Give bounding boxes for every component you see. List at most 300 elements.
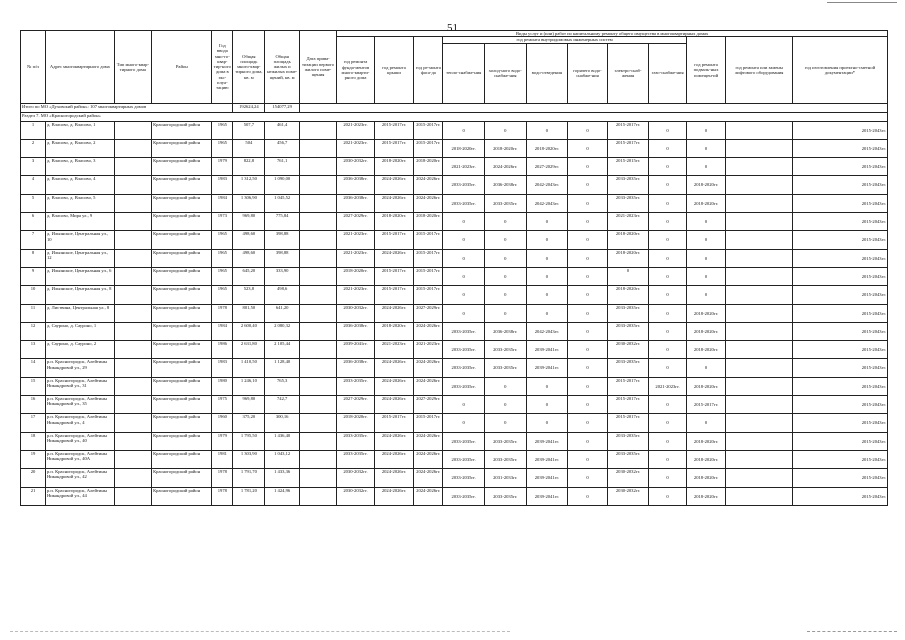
- row-number-cell: 2: [21, 139, 46, 157]
- table-row: [21, 322, 888, 340]
- gas-year-cell: 0: [649, 469, 686, 487]
- table-row: [21, 396, 888, 414]
- summary-empty: [299, 103, 887, 112]
- col-sewer: водо-отведения: [526, 43, 568, 103]
- roof-year-cell: 2015-2017гг.: [374, 286, 414, 304]
- living-area-cell: 1 090,00: [265, 176, 299, 194]
- heat-year-cell: 0: [443, 121, 485, 139]
- elevator-year-cell: [726, 121, 793, 139]
- col-cold-water: холод-ного водо-снабже-ния: [484, 43, 526, 103]
- basement-year-cell: 2015-2017гг.: [686, 396, 726, 414]
- row-number-cell: 21: [21, 487, 46, 505]
- district-cell: Красногородский район: [152, 231, 212, 249]
- col-works-group: Виды услуг и (или) работ по капитальному ремонту общего имущества в многоквартирных домах: [337, 31, 888, 37]
- foundation-year-cell: 2027-2029гг.: [337, 213, 374, 231]
- address-cell: р.п. Красногородск, Алейтины Никандровой ул., 42: [45, 469, 114, 487]
- hot-water-year-cell: 0: [568, 396, 608, 414]
- gas-year-cell: 0: [649, 121, 686, 139]
- roof-year-cell: 2015-2017гг.: [374, 414, 414, 432]
- table-row: [21, 341, 888, 359]
- district-cell: Красногородский район: [152, 304, 212, 322]
- design-docs-year-cell: 2015-2043гг.: [792, 377, 887, 395]
- sewer-year-cell: 2039-2041гг.: [526, 432, 568, 450]
- roof-year-cell: 2015-2017гг.: [374, 231, 414, 249]
- table-row: [21, 231, 888, 249]
- hot-water-year-cell: 0: [568, 377, 608, 395]
- hot-water-year-cell: 0: [568, 450, 608, 468]
- roof-year-cell: 2024-2026гг.: [374, 450, 414, 468]
- basement-year-cell: 0: [686, 121, 726, 139]
- cold-water-year-cell: 2033-2035гг.: [484, 487, 526, 505]
- roof-year-cell: 2015-2017гг.: [374, 267, 414, 285]
- table-row: [21, 487, 888, 505]
- foundation-year-cell: 2021-2023гг.: [337, 121, 374, 139]
- privatization-date-cell: [299, 359, 336, 377]
- house-type-cell: [114, 158, 151, 176]
- row-number-cell: 15: [21, 377, 46, 395]
- address-cell: д. Ильинское, Центральная ул., 8: [45, 286, 114, 304]
- table-row: [21, 249, 888, 267]
- elevator-year-cell: [726, 231, 793, 249]
- total-area-cell: 375,20: [233, 414, 265, 432]
- summary-living-area: 154077,29: [265, 103, 299, 112]
- electric-year-cell: 2015-2017гг.: [607, 139, 649, 157]
- sewer-year-cell: 0: [526, 304, 568, 322]
- electric-year-cell: 2015-2017гг.: [607, 377, 649, 395]
- cold-water-year-cell: 0: [484, 377, 526, 395]
- hot-water-year-cell: 0: [568, 231, 608, 249]
- elevator-year-cell: [726, 322, 793, 340]
- heat-year-cell: 2033-2035гг.: [443, 487, 485, 505]
- facade-year-cell: 2024-2026гг.: [414, 322, 443, 340]
- roof-year-cell: 2024-2026гг.: [374, 194, 414, 212]
- privatization-date-cell: [299, 432, 336, 450]
- living-area-cell: 1 045,52: [265, 194, 299, 212]
- basement-year-cell: 2018-2020гг.: [686, 469, 726, 487]
- district-cell: Красногородский район: [152, 286, 212, 304]
- year-cell: 1980: [212, 377, 233, 395]
- year-cell: 1984: [212, 322, 233, 340]
- house-type-cell: [114, 139, 151, 157]
- year-cell: 1978: [212, 304, 233, 322]
- hot-water-year-cell: 0: [568, 194, 608, 212]
- cold-water-year-cell: 0: [484, 231, 526, 249]
- basement-year-cell: 0: [686, 213, 726, 231]
- facade-year-cell: 2024-2026гг.: [414, 469, 443, 487]
- hot-water-year-cell: 0: [568, 469, 608, 487]
- col-district: Район: [152, 31, 212, 104]
- year-cell: 1965: [212, 121, 233, 139]
- house-type-cell: [114, 304, 151, 322]
- facade-year-cell: 2018-2020гг.: [414, 158, 443, 176]
- sewer-year-cell: 0: [526, 249, 568, 267]
- year-cell: 1960: [212, 414, 233, 432]
- electric-year-cell: 2018-2020гг.: [607, 231, 649, 249]
- privatization-date-cell: [299, 139, 336, 157]
- heat-year-cell: 0: [443, 396, 485, 414]
- house-type-cell: [114, 396, 151, 414]
- year-cell: 1979: [212, 158, 233, 176]
- sewer-year-cell: 2039-2041гг.: [526, 469, 568, 487]
- col-facade: год ре-монта фаса-да: [414, 37, 443, 103]
- col-total-area: Общая площадь много-квар-тирного дома, кв. м: [233, 31, 265, 104]
- electric-year-cell: 2030-2032гг.: [607, 469, 649, 487]
- electric-year-cell: 2015-2017гг.: [607, 396, 649, 414]
- roof-year-cell: 2024-2026гг.: [374, 304, 414, 322]
- year-cell: 1973: [212, 213, 233, 231]
- roof-year-cell: 2024-2026гг.: [374, 396, 414, 414]
- privatization-date-cell: [299, 304, 336, 322]
- table-row: [21, 304, 888, 322]
- row-number-cell: 13: [21, 341, 46, 359]
- district-cell: Красногородский район: [152, 176, 212, 194]
- house-type-cell: [114, 231, 151, 249]
- hot-water-year-cell: 0: [568, 176, 608, 194]
- house-type-cell: [114, 432, 151, 450]
- elevator-year-cell: [726, 377, 793, 395]
- gas-year-cell: 0: [649, 414, 686, 432]
- gas-year-cell: 0: [649, 249, 686, 267]
- cold-water-year-cell: 2036-2038гг.: [484, 322, 526, 340]
- elevator-year-cell: [726, 158, 793, 176]
- table-row: [21, 450, 888, 468]
- section-row: [21, 112, 888, 121]
- foundation-year-cell: 2021-2023гг.: [337, 139, 374, 157]
- total-area-cell: 1 410,50: [233, 359, 265, 377]
- privatization-date-cell: [299, 322, 336, 340]
- elevator-year-cell: [726, 469, 793, 487]
- heat-year-cell: 0: [443, 249, 485, 267]
- row-number-cell: 6: [21, 213, 46, 231]
- electric-year-cell: 2018-2020гг.: [607, 249, 649, 267]
- heat-year-cell: 0: [443, 213, 485, 231]
- house-type-cell: [114, 341, 151, 359]
- hot-water-year-cell: 0: [568, 341, 608, 359]
- address-cell: д. Власово, д. Власово, 1: [45, 121, 114, 139]
- living-area-cell: 742,7: [265, 396, 299, 414]
- house-type-cell: [114, 267, 151, 285]
- heat-year-cell: 2018-2020гг.: [443, 139, 485, 157]
- elevator-year-cell: [726, 432, 793, 450]
- privatization-date-cell: [299, 121, 336, 139]
- foundation-year-cell: 2030-2032гг.: [337, 304, 374, 322]
- roof-year-cell: 2018-2020гг.: [374, 322, 414, 340]
- basement-year-cell: 0: [686, 286, 726, 304]
- design-docs-year-cell: 2015-2043гг.: [792, 249, 887, 267]
- roof-year-cell: 2021-2023гг.: [374, 341, 414, 359]
- address-cell: д. Власово, Мира ул., 9: [45, 213, 114, 231]
- gas-year-cell: 0: [649, 396, 686, 414]
- hot-water-year-cell: 0: [568, 322, 608, 340]
- col-privatization-date: Дата прива-тизации первого жилого поме-щения: [299, 31, 336, 104]
- living-area-cell: 461,4: [265, 121, 299, 139]
- basement-year-cell: 2018-2020гг.: [686, 194, 726, 212]
- living-area-cell: 1 424,96: [265, 487, 299, 505]
- cold-water-year-cell: 0: [484, 213, 526, 231]
- row-number-cell: 20: [21, 469, 46, 487]
- elevator-year-cell: [726, 450, 793, 468]
- summary-label: Итого по МО «Духовский район»: 107 многоквартирных домов: [21, 103, 233, 112]
- cold-water-year-cell: 2033-2035гг.: [484, 194, 526, 212]
- table-row: [21, 469, 888, 487]
- total-area-cell: 969,80: [233, 213, 265, 231]
- gas-year-cell: 0: [649, 213, 686, 231]
- roof-year-cell: 2024-2026гг.: [374, 359, 414, 377]
- district-cell: Красногородский район: [152, 139, 212, 157]
- address-cell: д. Власово, д. Власово, 4: [45, 176, 114, 194]
- heat-year-cell: 0: [443, 304, 485, 322]
- house-type-cell: [114, 213, 151, 231]
- gas-year-cell: 0: [649, 432, 686, 450]
- privatization-date-cell: [299, 286, 336, 304]
- row-number-cell: 3: [21, 158, 46, 176]
- hot-water-year-cell: 0: [568, 286, 608, 304]
- address-cell: д. Сауроно, д. Сауроно, 2: [45, 341, 114, 359]
- cold-water-year-cell: 0: [484, 121, 526, 139]
- scan-edge-line: [827, 2, 897, 3]
- heat-year-cell: 2033-2035гг.: [443, 450, 485, 468]
- heat-year-cell: 0: [443, 267, 485, 285]
- sewer-year-cell: 0: [526, 377, 568, 395]
- foundation-year-cell: 2027-2029гг.: [337, 396, 374, 414]
- row-number-cell: 16: [21, 396, 46, 414]
- total-area-cell: 801,50: [233, 304, 265, 322]
- total-area-cell: 1 306,90: [233, 194, 265, 212]
- col-heat: тепло-снабже-ния: [443, 43, 485, 103]
- year-cell: 1981: [212, 450, 233, 468]
- roof-year-cell: 2024-2026гг.: [374, 377, 414, 395]
- cold-water-year-cell: 2018-2020гг.: [484, 139, 526, 157]
- privatization-date-cell: [299, 249, 336, 267]
- elevator-year-cell: [726, 213, 793, 231]
- electric-year-cell: 2021-2023гг.: [607, 213, 649, 231]
- privatization-date-cell: [299, 194, 336, 212]
- heat-year-cell: 2033-2035гг.: [443, 377, 485, 395]
- facade-year-cell: 2015-2017гг.: [414, 286, 443, 304]
- district-cell: Красногородский район: [152, 469, 212, 487]
- foundation-year-cell: 2033-2035гг.: [337, 450, 374, 468]
- privatization-date-cell: [299, 341, 336, 359]
- heat-year-cell: 0: [443, 286, 485, 304]
- design-docs-year-cell: 2015-2043гг.: [792, 286, 887, 304]
- roof-year-cell: 2024-2026гг.: [374, 432, 414, 450]
- gas-year-cell: 2021-2023гг.: [649, 377, 686, 395]
- col-internal-group: год ремонта внутридомовых инженерных систем: [443, 37, 686, 43]
- total-area-cell: 504: [233, 139, 265, 157]
- cold-water-year-cell: 0: [484, 249, 526, 267]
- table-row: [21, 213, 888, 231]
- row-number-cell: 5: [21, 194, 46, 212]
- house-type-cell: [114, 194, 151, 212]
- cold-water-year-cell: 0: [484, 286, 526, 304]
- table-row: [21, 432, 888, 450]
- living-area-cell: 1 128,40: [265, 359, 299, 377]
- foundation-year-cell: 2021-2023гг.: [337, 286, 374, 304]
- privatization-date-cell: [299, 231, 336, 249]
- capital-repair-table: [20, 30, 888, 506]
- sewer-year-cell: 2042-2043гг.: [526, 176, 568, 194]
- cold-water-year-cell: 2033-2035гг.: [484, 432, 526, 450]
- house-type-cell: [114, 359, 151, 377]
- foundation-year-cell: 2018-2020гг.: [337, 267, 374, 285]
- electric-year-cell: 2033-2035гг.: [607, 432, 649, 450]
- facade-year-cell: 2024-2026гг.: [414, 194, 443, 212]
- heat-year-cell: 0: [443, 231, 485, 249]
- cold-water-year-cell: 2033-2035гг.: [484, 450, 526, 468]
- living-area-cell: 456,7: [265, 139, 299, 157]
- row-number-cell: 4: [21, 176, 46, 194]
- design-docs-year-cell: 2015-2043гг.: [792, 304, 887, 322]
- address-cell: д. Ильинское, Центральная ул., 10: [45, 231, 114, 249]
- row-number-cell: 1: [21, 121, 46, 139]
- table-row: [21, 176, 888, 194]
- col-num: № п/п: [21, 31, 46, 104]
- house-type-cell: [114, 121, 151, 139]
- row-number-cell: 18: [21, 432, 46, 450]
- cold-water-year-cell: 2033-2035гг.: [484, 341, 526, 359]
- table-row: [21, 121, 888, 139]
- design-docs-year-cell: 2015-2043гг.: [792, 176, 887, 194]
- cold-water-year-cell: 2031-2033гг.: [484, 469, 526, 487]
- district-cell: Красногородский район: [152, 322, 212, 340]
- district-cell: Красногородский район: [152, 359, 212, 377]
- basement-year-cell: 0: [686, 139, 726, 157]
- basement-year-cell: 2018-2020гг.: [686, 304, 726, 322]
- cold-water-year-cell: 2036-2038гг.: [484, 176, 526, 194]
- sewer-year-cell: 2039-2041гг.: [526, 341, 568, 359]
- district-cell: Красногородский район: [152, 487, 212, 505]
- roof-year-cell: 2024-2026гг.: [374, 487, 414, 505]
- elevator-year-cell: [726, 414, 793, 432]
- living-area-cell: 775,84: [265, 213, 299, 231]
- privatization-date-cell: [299, 377, 336, 395]
- total-area-cell: 523,8: [233, 286, 265, 304]
- house-type-cell: [114, 176, 151, 194]
- gas-year-cell: 0: [649, 286, 686, 304]
- district-cell: Красногородский район: [152, 341, 212, 359]
- foundation-year-cell: 2033-2035гг.: [337, 432, 374, 450]
- hot-water-year-cell: 0: [568, 139, 608, 157]
- basement-year-cell: 2018-2020гг.: [686, 322, 726, 340]
- heat-year-cell: 2033-2035гг.: [443, 194, 485, 212]
- heat-year-cell: 2033-2035гг.: [443, 469, 485, 487]
- privatization-date-cell: [299, 267, 336, 285]
- heat-year-cell: 2021-2023гг.: [443, 158, 485, 176]
- total-area-cell: 1 246,10: [233, 377, 265, 395]
- sewer-year-cell: 0: [526, 231, 568, 249]
- address-cell: р.п. Красногородск, Алейтины Никандровой ул., 29: [45, 359, 114, 377]
- living-area-cell: 1 043,12: [265, 450, 299, 468]
- gas-year-cell: 0: [649, 158, 686, 176]
- sewer-year-cell: 2042-2043гг.: [526, 194, 568, 212]
- house-type-cell: [114, 322, 151, 340]
- elevator-year-cell: [726, 359, 793, 377]
- privatization-date-cell: [299, 396, 336, 414]
- foundation-year-cell: 2036-2038гг.: [337, 176, 374, 194]
- year-cell: 1965: [212, 267, 233, 285]
- house-type-cell: [114, 414, 151, 432]
- elevator-year-cell: [726, 249, 793, 267]
- row-number-cell: 14: [21, 359, 46, 377]
- gas-year-cell: 0: [649, 450, 686, 468]
- district-cell: Красногородский район: [152, 450, 212, 468]
- electric-year-cell: 2033-2035гг.: [607, 194, 649, 212]
- heat-year-cell: 2033-2035гг.: [443, 359, 485, 377]
- heat-year-cell: 2033-2035гг.: [443, 432, 485, 450]
- basement-year-cell: 0: [686, 359, 726, 377]
- living-area-cell: 398,88: [265, 231, 299, 249]
- row-number-cell: 10: [21, 286, 46, 304]
- facade-year-cell: 2015-2017гг.: [414, 121, 443, 139]
- heat-year-cell: 2033-2035гг.: [443, 322, 485, 340]
- scan-edge-line: [807, 631, 897, 632]
- foundation-year-cell: 2036-2038гг.: [337, 322, 374, 340]
- row-number-cell: 19: [21, 450, 46, 468]
- living-area-cell: 2 105,44: [265, 341, 299, 359]
- hot-water-year-cell: 0: [568, 158, 608, 176]
- year-cell: 1978: [212, 487, 233, 505]
- hot-water-year-cell: 0: [568, 432, 608, 450]
- facade-year-cell: 2024-2026гг.: [414, 377, 443, 395]
- cold-water-year-cell: 0: [484, 267, 526, 285]
- basement-year-cell: 2018-2020гг.: [686, 341, 726, 359]
- row-number-cell: 12: [21, 322, 46, 340]
- facade-year-cell: 2024-2026гг.: [414, 176, 443, 194]
- hot-water-year-cell: 0: [568, 414, 608, 432]
- year-cell: 1975: [212, 396, 233, 414]
- basement-year-cell: 0: [686, 158, 726, 176]
- elevator-year-cell: [726, 267, 793, 285]
- facade-year-cell: 2024-2026гг.: [414, 432, 443, 450]
- col-hot-water: горячего водо-снабже-ния: [568, 43, 608, 103]
- col-elevator: год ремонта или замены лифтового оборудования: [726, 37, 793, 103]
- total-area-cell: 1 303,90: [233, 450, 265, 468]
- privatization-date-cell: [299, 469, 336, 487]
- row-number-cell: 9: [21, 267, 46, 285]
- house-type-cell: [114, 450, 151, 468]
- total-area-cell: 1 791,70: [233, 469, 265, 487]
- foundation-year-cell: 2030-2032гг.: [337, 487, 374, 505]
- design-docs-year-cell: 2015-2043гг.: [792, 322, 887, 340]
- sewer-year-cell: 2039-2041гг.: [526, 450, 568, 468]
- district-cell: Красногородский район: [152, 267, 212, 285]
- total-area-cell: 822,8: [233, 158, 265, 176]
- electric-year-cell: 2030-2032гг.: [607, 341, 649, 359]
- gas-year-cell: 0: [649, 176, 686, 194]
- foundation-year-cell: 2030-2032гг.: [337, 158, 374, 176]
- summary-total-area: 192624,24: [233, 103, 265, 112]
- design-docs-year-cell: 2015-2043гг.: [792, 158, 887, 176]
- cold-water-year-cell: 2024-2026гг.: [484, 158, 526, 176]
- living-area-cell: 1 433,36: [265, 469, 299, 487]
- sewer-year-cell: 0: [526, 267, 568, 285]
- privatization-date-cell: [299, 450, 336, 468]
- col-roof: год ремонта крыши: [374, 37, 414, 103]
- roof-year-cell: 2018-2020гг.: [374, 213, 414, 231]
- row-number-cell: 17: [21, 414, 46, 432]
- facade-year-cell: 2015-2017гг.: [414, 231, 443, 249]
- col-basement: год ремонта подваль-ных помещен-ий: [686, 37, 726, 103]
- address-cell: д. Власово, д. Власово, 3: [45, 158, 114, 176]
- address-cell: д. Власово, д. Власово, 2: [45, 139, 114, 157]
- row-number-cell: 11: [21, 304, 46, 322]
- facade-year-cell: 2015-2017гг.: [414, 139, 443, 157]
- hot-water-year-cell: 0: [568, 121, 608, 139]
- basement-year-cell: 0: [686, 267, 726, 285]
- gas-year-cell: 0: [649, 231, 686, 249]
- table-row: [21, 286, 888, 304]
- summary-row: [21, 103, 888, 112]
